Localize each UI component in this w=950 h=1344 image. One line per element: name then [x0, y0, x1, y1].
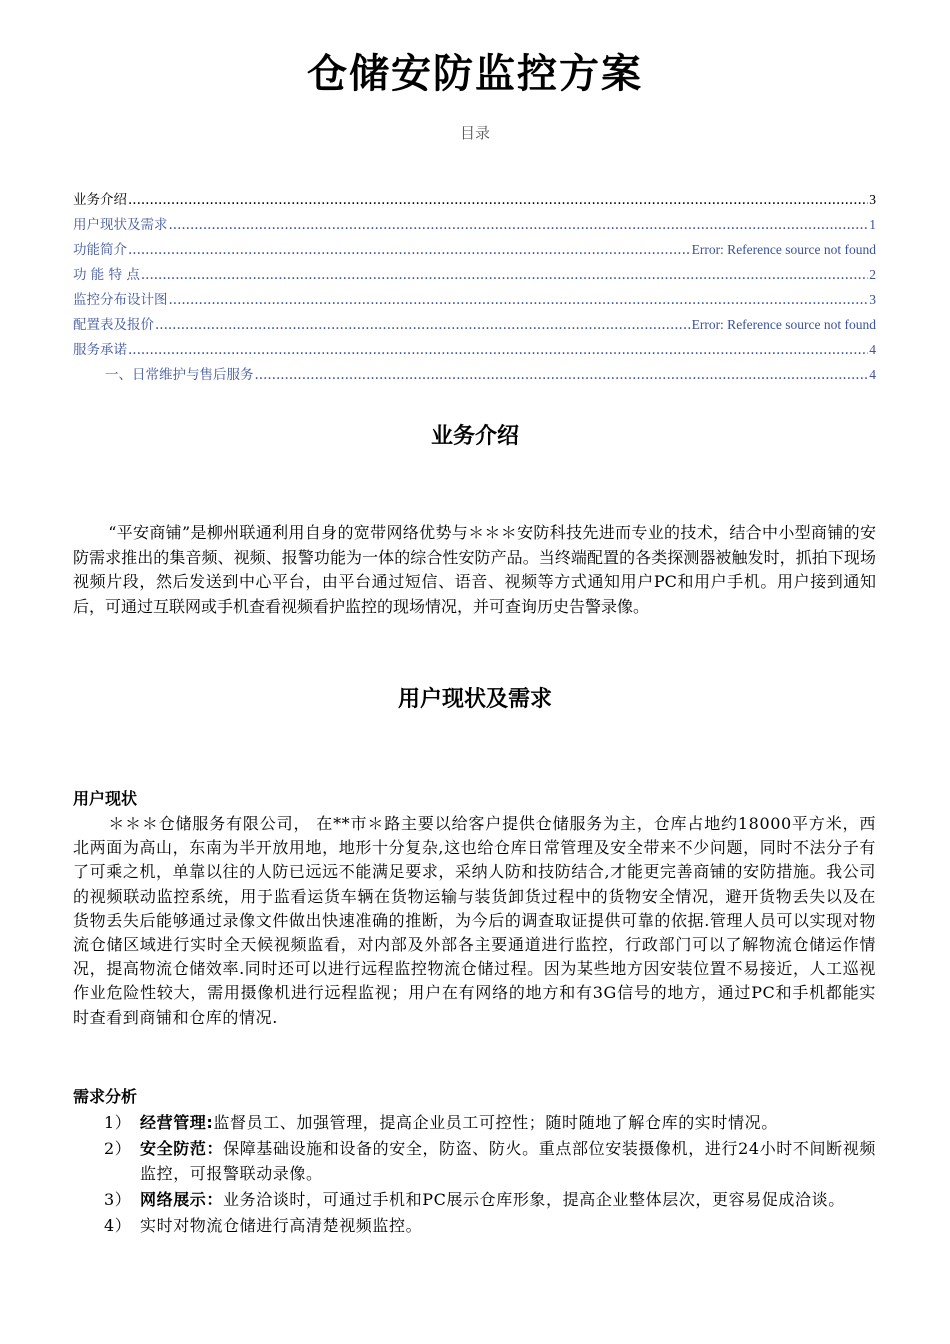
list-item-text: 实时对物流仓储进行高清楚视频监控。 [140, 1216, 423, 1235]
toc-entry-page: 2 [869, 267, 876, 282]
status-paragraph: ＊＊＊仓储服务有限公司， 在**市＊路主要以给客户提供仓储服务为主，仓库占地约18000平方米，西北两面为高山，东南为半开放用地，地形十分复杂,这也给仓库日常管理及安全带来不少问题，同时不法分子有了可乘之机，单靠以往的人防已远远不能满足要求，采纳人防和技防结合,才能更完善商铺的安防措施。我公司的视频联动监控系统，用于监看运货车辆在货物运输与装货卸货过程中的货物安全情况，避开货物丢失以及在货物丢失后能够通过录像文件做出快速准确的推断，为今后的调查取证提供可靠的依据.管理人员可以实现对物流仓储区域进行实时全天候视频监看，对内部及外部各主要通道进行监控，行政部门可以了解物流仓储运作情况，提高物流仓储效率.同时还可以进行远程监控物流仓储过程。因为某些地方因安装位置不易接近，人工巡视作业危险性较大，需用摄像机进行远程监视；用户在有网络的地方和有3G信号的地方，通过PC和手机都能实时查看到商铺和仓库的情况. [73, 814, 876, 1027]
list-item-number: 2） [104, 1139, 132, 1158]
toc-entry-label: 一、日常维护与售后服务 [105, 367, 254, 383]
document-title: 仓储安防监控方案 [307, 50, 643, 97]
list-item [104, 1110, 876, 1135]
toc-entry[interactable] [73, 210, 876, 235]
toc-entry-page: 4 [869, 367, 876, 382]
toc-entry-page: 3 [869, 292, 876, 307]
toc-entry-page: 3 [869, 192, 876, 207]
toc-entry[interactable] [73, 310, 876, 335]
toc-entry-label: 服务承诺 [73, 342, 127, 358]
section-heading-intro: 业务介绍 [430, 423, 519, 449]
toc-entry[interactable] [73, 235, 876, 260]
toc-entry[interactable] [73, 285, 876, 310]
subheading-user-status: 用户现状 [73, 789, 138, 808]
list-item-text: 监督员工、加强管理，提高企业员工可控性；随时随地了解仓库的实时情况。 [213, 1113, 778, 1132]
list-item-keyword: 安全防范： [140, 1139, 224, 1158]
list-item-text: 业务洽谈时，可通过手机和PC展示仓库形象，提高企业整体层次，更容易促成洽谈。 [223, 1190, 845, 1209]
toc-leader [141, 265, 868, 285]
toc-entry-label: 功 能 特 点 [73, 267, 140, 283]
toc-entry-label: 监控分布设计图 [73, 292, 168, 308]
toc-heading: 目录 [459, 124, 490, 142]
list-item-number: 4） [104, 1216, 132, 1235]
toc-entry[interactable] [73, 360, 876, 385]
section-heading-status: 用户现状及需求 [397, 686, 552, 712]
table-of-contents [73, 185, 876, 385]
intro-paragraph: “平安商铺”是柳州联通利用自身的宽带网络优势与＊＊＊安防科技先进而专业的技术，结合中小型商铺的安防需求推出的集音频、视频、报警功能为一体的综合性安防产品。当终端配置的各类探测器被触发时，抓拍下现场视频片段，然后发送到中心平台，由平台通过短信、语音、视频等方式通知用户PC和用户手机。用户接到通知后，可通过互联网或手机查看视频看护监控的现场情况，并可查询历史告警录像。 [73, 523, 876, 616]
list-item-text: 保障基础设施和设备的安全，防盗、防火。重点部位安装摄像机，进行24小时不间断视频监控，可报警联动录像。 [140, 1139, 876, 1183]
toc-entry[interactable] [73, 260, 876, 285]
toc-entry-page: Error: Reference source not found [691, 317, 876, 332]
list-item-number: 1） [104, 1113, 132, 1132]
toc-entry-page: Error: Reference source not found [691, 242, 876, 257]
toc-leader [128, 190, 868, 210]
toc-leader [128, 340, 868, 360]
toc-entry-page: 4 [869, 342, 876, 357]
list-item [104, 1213, 876, 1238]
toc-leader [155, 315, 691, 335]
toc-entry-page: 1 [869, 217, 876, 232]
toc-entry-label: 业务介绍 [73, 192, 127, 208]
toc-leader [255, 365, 869, 385]
list-item [104, 1136, 876, 1186]
toc-entry-label: 功能简介 [73, 242, 127, 258]
needs-list [104, 1110, 876, 1239]
list-item-number: 3） [104, 1190, 132, 1209]
list-item-keyword: 网络展示： [140, 1190, 224, 1209]
toc-entry[interactable] [73, 335, 876, 360]
toc-leader [169, 215, 869, 235]
toc-leader [169, 290, 869, 310]
toc-entry-label: 用户现状及需求 [73, 217, 168, 233]
list-item-keyword: 经营管理: [140, 1113, 214, 1132]
list-item [104, 1187, 876, 1212]
subheading-needs: 需求分析 [73, 1087, 138, 1106]
toc-entry[interactable] [73, 185, 876, 210]
toc-entry-label: 配置表及报价 [73, 317, 154, 333]
toc-leader [128, 240, 691, 260]
